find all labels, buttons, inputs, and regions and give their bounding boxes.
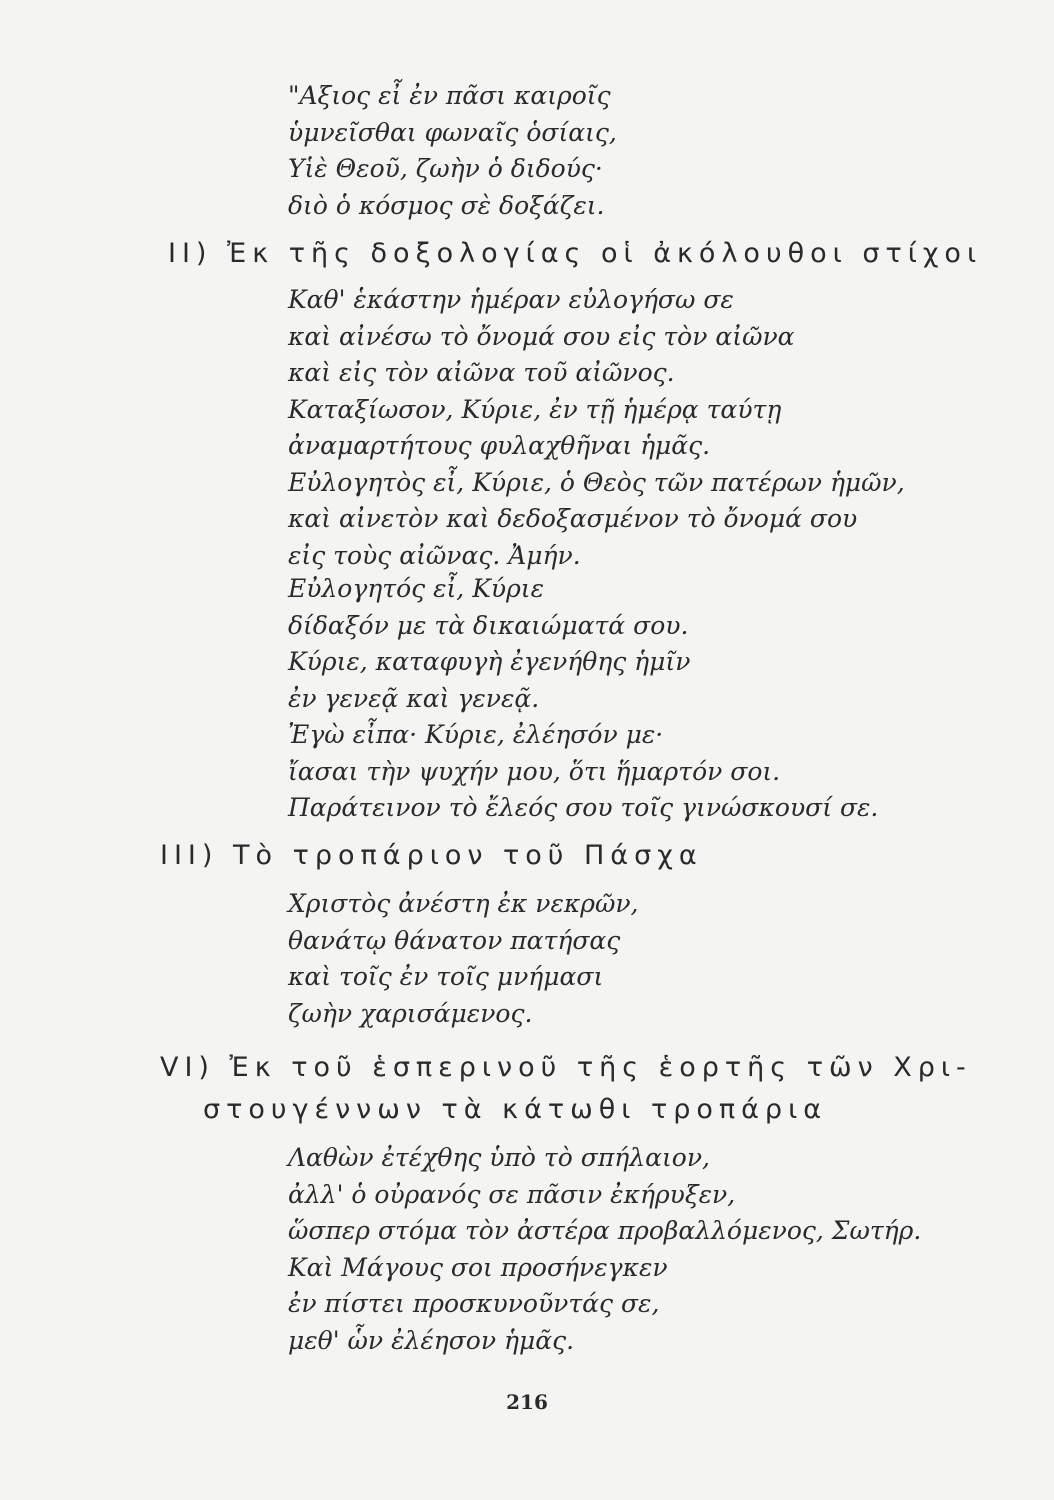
- verse-line: Χριστὸς ἀνέστη ἐκ νεκρῶν,: [288, 889, 639, 918]
- verse-doxology-b: [288, 571, 878, 827]
- verse-paschal: [288, 886, 639, 1032]
- verse-line: ἀναμαρτήτους φυλαχθῆναι ἡμᾶς.: [288, 431, 711, 460]
- verse-line: δίδαξόν με τὰ δικαιώματά σου.: [288, 610, 689, 640]
- verse-line: Υἱὲ Θεοῦ, ζωὴν ὁ διδούς·: [288, 154, 603, 183]
- verse-line: καὶ αἰνέσω τὸ ὄνομά σου εἰς τὸν αἰῶνα: [288, 321, 795, 351]
- verse-line: Κύριε, καταφυγὴ ἐγενήθης ἡμῖν: [288, 647, 691, 676]
- verse-line: Λαθὼν ἐτέχθης ὑπὸ τὸ σπήλαιον,: [288, 1143, 710, 1172]
- verse-line: Καὶ Μάγους σοι προσήνεγκεν: [288, 1252, 668, 1282]
- verse-line: ἀλλ' ὁ οὐρανός σε πᾶσιν ἐκήρυξεν,: [288, 1179, 736, 1209]
- verse-line: Ἐγὼ εἶπα· Κύριε, ἐλέησόν με·: [288, 720, 664, 749]
- verse-line: Εὐλογητός εἶ, Κύριε: [288, 574, 544, 603]
- page-number: 216: [506, 1390, 548, 1414]
- verse-line: ὑμνεῖσθαι φωναῖς ὁσίαις,: [288, 117, 617, 147]
- section-heading-christmas-continued: στουγέννων τὰ κάτωθι τροπάρια: [203, 1094, 828, 1125]
- verse-line: Εὐλογητὸς εἶ, Κύριε, ὁ Θεὸς τῶν πατέρων ἡμῶν,: [288, 467, 905, 497]
- verse-line: ἴασαι τὴν ψυχήν μου, ὅτι ἥμαρτόν σοι.: [288, 756, 781, 786]
- verse-line: Καθ' ἑκάστην ἡμέραν εὐλογήσω σε: [288, 285, 734, 314]
- verse-doxology: [288, 282, 905, 574]
- verse-line: διὸ ὁ κόσμος σὲ δοξάζει.: [288, 190, 605, 220]
- section-heading-christmas: VI) Ἐκ τοῦ ἑσπερινοῦ τῆς ἑορτῆς τῶν Χρι-: [160, 1052, 972, 1083]
- verse-line: ἐν γενεᾷ καὶ γενεᾷ.: [288, 683, 540, 713]
- verse-line: θανάτῳ θάνατον πατήσας: [288, 925, 621, 955]
- section-heading-doxology: II) Ἐκ τῆς δοξολογίας οἱ ἀκόλουθοι στίχοι: [168, 238, 983, 269]
- verse-line: ὥσπερ στόμα τὸν ἀστέρα προβαλλόμενος, Σωτήρ.: [288, 1216, 922, 1245]
- verse-line: ζωὴν χαρισάμενος.: [288, 998, 533, 1028]
- verse-line: εἰς τοὺς αἰῶνας. Ἀμήν.: [288, 540, 581, 570]
- verse-line: μεθ' ὧν ἐλέησον ἡμᾶς.: [288, 1325, 575, 1355]
- verse-intro: [288, 78, 617, 224]
- verse-christmas: [288, 1140, 921, 1359]
- verse-line: καὶ εἰς τὸν αἰῶνα τοῦ αἰῶνος.: [288, 358, 675, 387]
- verse-line: καὶ τοῖς ἐν τοῖς μνήμασι: [288, 962, 604, 991]
- verse-line: ἐν πίστει προσκυνοῦντάς σε,: [288, 1289, 660, 1318]
- verse-line: Παράτεινον τὸ ἔλεός σου τοῖς γινώσκουσί σε.: [288, 793, 879, 822]
- verse-line: "Αξιος εἶ ἐν πᾶσι καιροῖς: [288, 81, 611, 110]
- verse-line: καὶ αἰνετὸν καὶ δεδοξασμένον τὸ ὄνομά σου: [288, 504, 858, 533]
- verse-line: Καταξίωσον, Κύριε, ἐν τῇ ἡμέρᾳ ταύτῃ: [288, 394, 782, 424]
- section-heading-paschal: III) Τὸ τροπάριον τοῦ Πάσχα: [160, 840, 703, 871]
